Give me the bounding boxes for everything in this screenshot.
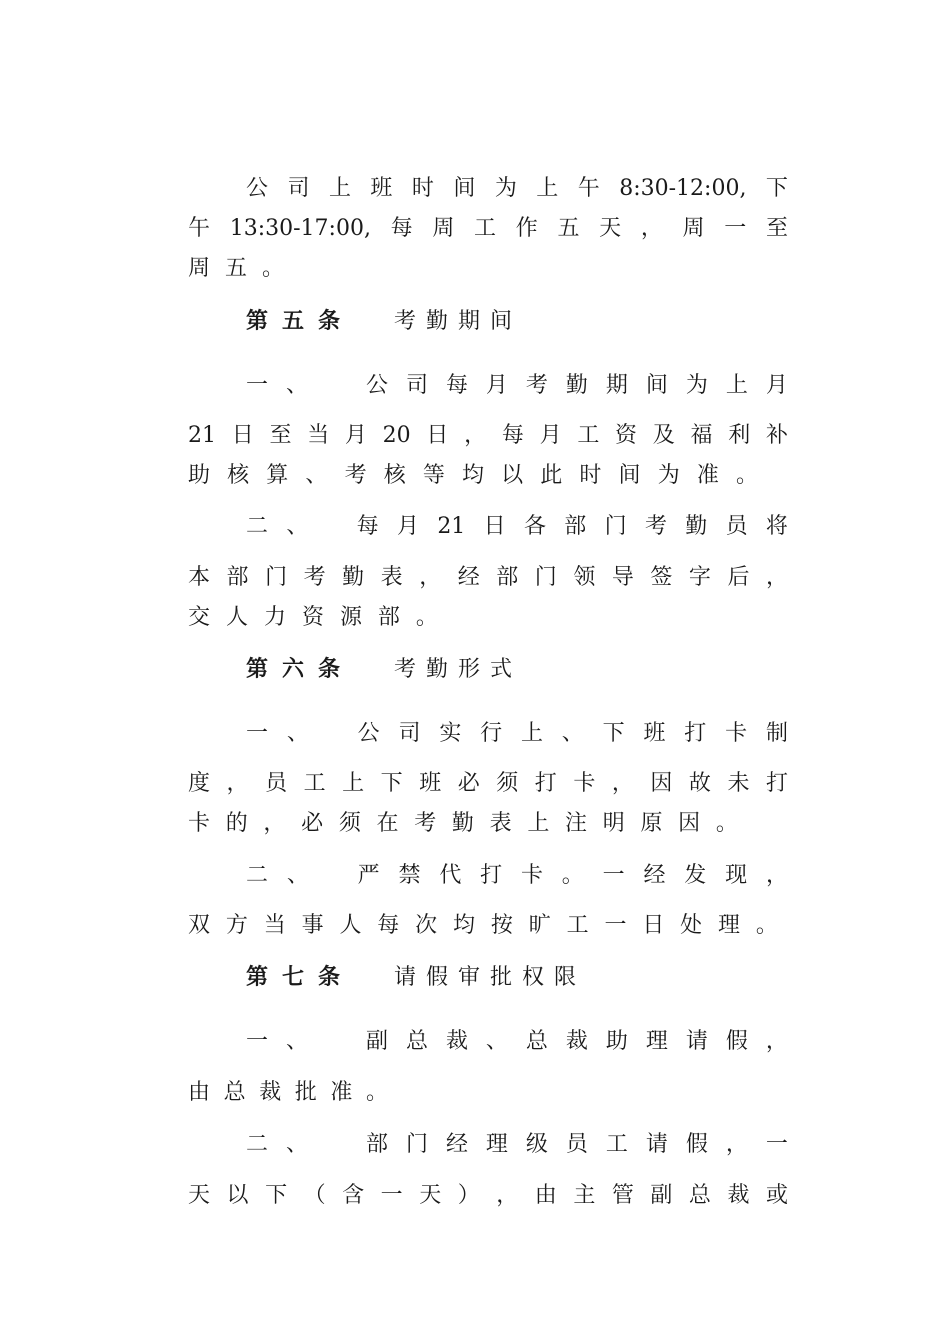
char: 门 — [604, 514, 627, 539]
char: 表 — [489, 811, 512, 836]
char: 在 — [376, 811, 399, 836]
char: 公 — [365, 373, 388, 398]
char: 当 — [307, 423, 330, 448]
char: 一 — [724, 216, 747, 241]
char: 为 — [494, 176, 517, 201]
char: 必 — [301, 811, 324, 836]
char: 准 — [330, 1080, 353, 1105]
char: 日 — [483, 514, 506, 539]
char: 级 — [525, 1132, 548, 1157]
text-line — [246, 1130, 788, 1160]
char: 。 — [365, 1080, 388, 1105]
char: 须 — [496, 771, 519, 796]
text-line — [246, 174, 788, 204]
char: 打 — [765, 771, 788, 796]
char: ， — [640, 216, 663, 241]
char: 、 — [286, 514, 309, 539]
char: 下 — [265, 1183, 288, 1208]
char: 经 — [643, 863, 666, 888]
char: 本 — [188, 565, 211, 590]
char: 算 — [266, 463, 289, 488]
char: 理 — [718, 913, 741, 938]
char: 核 — [227, 463, 250, 488]
char: 资 — [615, 423, 638, 448]
char: ） — [457, 1183, 480, 1208]
char: 一 — [246, 1029, 269, 1054]
char: 上 — [520, 721, 543, 746]
char: 及 — [652, 423, 675, 448]
char: 二 — [246, 863, 269, 888]
char: 上 — [527, 811, 550, 836]
char: 周 — [432, 216, 455, 241]
char: 一 — [765, 1132, 788, 1157]
char: 五 — [557, 216, 580, 241]
char: 因 — [650, 771, 673, 796]
char: 裁 — [259, 1080, 282, 1105]
char: 次 — [415, 913, 438, 938]
char: 或 — [765, 1183, 788, 1208]
char: 上 — [342, 771, 365, 796]
char: 勤 — [685, 514, 708, 539]
char: 工 — [577, 423, 600, 448]
char: 21 — [437, 514, 466, 539]
char: 考 — [644, 514, 667, 539]
char: 、 — [285, 1132, 308, 1157]
text-line — [188, 421, 788, 451]
char: 将 — [765, 514, 788, 539]
char: 。 — [415, 605, 438, 630]
char: 此 — [540, 463, 563, 488]
char: 日 — [642, 913, 665, 938]
char: 8:30-12:00, — [619, 176, 747, 201]
char: 周 — [682, 216, 705, 241]
char: 间 — [453, 176, 476, 201]
char: 上 — [725, 373, 748, 398]
char: 门 — [405, 1132, 428, 1157]
char: 。 — [715, 811, 738, 836]
char: 裁 — [565, 1029, 588, 1054]
char: 旷 — [528, 913, 551, 938]
char: 间 — [618, 463, 641, 488]
char: ， — [611, 771, 634, 796]
char: 部 — [377, 605, 400, 630]
char: 事 — [301, 913, 324, 938]
char: 一 — [246, 721, 269, 746]
char: 部 — [496, 565, 519, 590]
char: 勤 — [565, 373, 588, 398]
char: 表 — [380, 565, 403, 590]
char: 一 — [380, 1183, 403, 1208]
char: 月 — [396, 514, 419, 539]
char: 含 — [342, 1183, 365, 1208]
char: 卡 — [520, 863, 543, 888]
char: 须 — [338, 811, 361, 836]
char: 天 — [419, 1183, 442, 1208]
char: 领 — [573, 565, 596, 590]
char: 因 — [678, 811, 701, 836]
char: 、 — [485, 1029, 508, 1054]
char: 班 — [643, 721, 666, 746]
char: 理 — [645, 1029, 668, 1054]
char: 主 — [573, 1183, 596, 1208]
char: 总 — [223, 1080, 246, 1105]
char: （ — [303, 1183, 326, 1208]
char: 打 — [684, 721, 707, 746]
char: 考 — [344, 463, 367, 488]
char: 间 — [645, 373, 668, 398]
char: 二 — [246, 1132, 269, 1157]
char: ， — [765, 565, 788, 590]
char: 字 — [688, 565, 711, 590]
char: 当 — [263, 913, 286, 938]
char: 均 — [461, 463, 484, 488]
char: 月 — [539, 423, 562, 448]
char: 考 — [414, 811, 437, 836]
char: 卡 — [573, 771, 596, 796]
char: 均 — [453, 913, 476, 938]
char: 考 — [303, 565, 326, 590]
char: 卡 — [188, 811, 211, 836]
char: 禁 — [398, 863, 421, 888]
char: 核 — [383, 463, 406, 488]
char: 为 — [657, 463, 680, 488]
char: 以 — [501, 463, 524, 488]
char: 部 — [564, 514, 587, 539]
char: 以 — [226, 1183, 249, 1208]
char: 人 — [339, 913, 362, 938]
text-line — [188, 254, 788, 284]
article-title: 请假审批权限 — [394, 965, 587, 990]
char: 月 — [344, 423, 367, 448]
text-line — [188, 461, 758, 491]
char: 时 — [411, 176, 434, 201]
char: 每 — [445, 373, 468, 398]
char: 源 — [339, 605, 362, 630]
char: 20 — [382, 423, 411, 448]
char: 日 — [231, 423, 254, 448]
text-line — [188, 769, 788, 799]
char: 司 — [405, 373, 428, 398]
char: 假 — [725, 1029, 748, 1054]
char: 司 — [398, 721, 421, 746]
char: 员 — [565, 1132, 588, 1157]
char: ， — [725, 1132, 748, 1157]
char: 准 — [696, 463, 719, 488]
text-line — [246, 719, 788, 749]
char: 天 — [188, 1183, 211, 1208]
char: 、 — [286, 863, 309, 888]
char: 期 — [605, 373, 628, 398]
text-line — [188, 911, 778, 941]
char: 工 — [474, 216, 497, 241]
char: 假 — [685, 1132, 708, 1157]
char: 。 — [755, 913, 778, 938]
char: 勤 — [451, 811, 474, 836]
char: 、 — [285, 373, 308, 398]
char: 管 — [611, 1183, 634, 1208]
char: 上 — [328, 176, 351, 201]
char: 班 — [370, 176, 393, 201]
text-line — [246, 371, 788, 401]
text-line — [246, 861, 788, 891]
char: 司 — [287, 176, 310, 201]
char: 每 — [356, 514, 379, 539]
char: 助 — [605, 1029, 628, 1054]
char: 请 — [645, 1132, 668, 1157]
char: 代 — [439, 863, 462, 888]
char: 按 — [490, 913, 513, 938]
char: 午 — [188, 216, 211, 241]
char: 部 — [226, 565, 249, 590]
char: 行 — [480, 721, 503, 746]
char: ， — [419, 565, 442, 590]
text-line — [246, 1027, 788, 1057]
char: 周 — [188, 256, 211, 281]
article-number: 第七条 — [246, 964, 355, 990]
char: 各 — [523, 514, 546, 539]
char: 员 — [265, 771, 288, 796]
char: 卡 — [725, 721, 748, 746]
text-line — [188, 809, 738, 839]
char: ， — [226, 771, 249, 796]
char: 下 — [765, 176, 788, 201]
char: 故 — [688, 771, 711, 796]
char: 21 — [188, 423, 216, 448]
char: 一 — [604, 913, 627, 938]
char: 力 — [263, 605, 286, 630]
char: 经 — [445, 1132, 468, 1157]
char: 至 — [269, 423, 292, 448]
article-heading — [246, 306, 522, 336]
char: 由 — [534, 1183, 557, 1208]
char: 班 — [419, 771, 442, 796]
char: 月 — [485, 373, 508, 398]
char: 助 — [188, 463, 211, 488]
char: 天 — [599, 216, 622, 241]
char: 工 — [605, 1132, 628, 1157]
text-line — [188, 1181, 788, 1211]
char: 。 — [735, 463, 758, 488]
char: 工 — [303, 771, 326, 796]
char: 、 — [285, 1029, 308, 1054]
char: 制 — [765, 721, 788, 746]
char: 日 — [426, 423, 449, 448]
char: 的 — [225, 811, 248, 836]
article-heading — [246, 654, 522, 684]
char: 打 — [534, 771, 557, 796]
char: 由 — [188, 1080, 211, 1105]
text-line — [188, 1078, 388, 1108]
char: 每 — [501, 423, 524, 448]
char: 部 — [365, 1132, 388, 1157]
char: 请 — [685, 1029, 708, 1054]
text-line — [246, 512, 788, 542]
char: 一 — [602, 863, 625, 888]
char: 公 — [246, 176, 269, 201]
char: 二 — [246, 514, 269, 539]
char: 下 — [602, 721, 625, 746]
char: 实 — [439, 721, 462, 746]
article-number: 第六条 — [246, 656, 355, 682]
char: 总 — [688, 1183, 711, 1208]
char: 经 — [457, 565, 480, 590]
char: ， — [464, 423, 487, 448]
article-title: 考勤期间 — [394, 309, 523, 334]
char: 补 — [765, 423, 788, 448]
char: 。 — [561, 863, 584, 888]
char: 理 — [485, 1132, 508, 1157]
char: 发 — [684, 863, 707, 888]
char: 副 — [365, 1029, 388, 1054]
char: 注 — [565, 811, 588, 836]
char: ， — [263, 811, 286, 836]
char: 资 — [301, 605, 324, 630]
char: 未 — [727, 771, 750, 796]
article-heading — [246, 962, 586, 992]
char: 工 — [566, 913, 589, 938]
char: ， — [765, 1029, 788, 1054]
char: 利 — [728, 423, 751, 448]
char: 人 — [225, 605, 248, 630]
char: 副 — [650, 1183, 673, 1208]
char: 处 — [680, 913, 703, 938]
char: 福 — [690, 423, 713, 448]
char: 总 — [525, 1029, 548, 1054]
char: 为 — [685, 373, 708, 398]
char: 度 — [188, 771, 211, 796]
char: 时 — [579, 463, 602, 488]
char: 交 — [188, 605, 211, 630]
char: 13:30-17:00, — [229, 216, 371, 241]
char: 公 — [357, 721, 380, 746]
char: 签 — [650, 565, 673, 590]
char: 、 — [305, 463, 328, 488]
char: 裁 — [445, 1029, 468, 1054]
char: 五 — [225, 256, 248, 281]
char: 总 — [405, 1029, 428, 1054]
char: 明 — [602, 811, 625, 836]
char: 双 — [188, 913, 211, 938]
char: 、 — [561, 721, 584, 746]
text-line — [188, 563, 788, 593]
char: 至 — [765, 216, 788, 241]
char: 作 — [515, 216, 538, 241]
article-number: 第五条 — [246, 308, 355, 334]
char: 勤 — [342, 565, 365, 590]
char: 批 — [294, 1080, 317, 1105]
char: 上 — [536, 176, 559, 201]
char: 后 — [727, 565, 750, 590]
char: ， — [765, 863, 788, 888]
char: 。 — [262, 256, 285, 281]
char: 裁 — [727, 1183, 750, 1208]
char: 每 — [377, 913, 400, 938]
char: 导 — [611, 565, 634, 590]
char: ， — [496, 1183, 519, 1208]
char: 、 — [286, 721, 309, 746]
char: 门 — [534, 565, 557, 590]
char: 严 — [357, 863, 380, 888]
char: 员 — [725, 514, 748, 539]
char: 月 — [765, 373, 788, 398]
char: 一 — [246, 373, 269, 398]
char: 原 — [640, 811, 663, 836]
char: 门 — [265, 565, 288, 590]
char: 打 — [480, 863, 503, 888]
char: 等 — [422, 463, 445, 488]
text-line — [188, 603, 438, 633]
char: 下 — [380, 771, 403, 796]
char: 每 — [390, 216, 413, 241]
char: 午 — [577, 176, 600, 201]
text-line — [188, 214, 788, 244]
char: 现 — [725, 863, 748, 888]
char: 考 — [525, 373, 548, 398]
article-title: 考勤形式 — [394, 657, 523, 682]
char: 必 — [457, 771, 480, 796]
char: 方 — [225, 913, 248, 938]
